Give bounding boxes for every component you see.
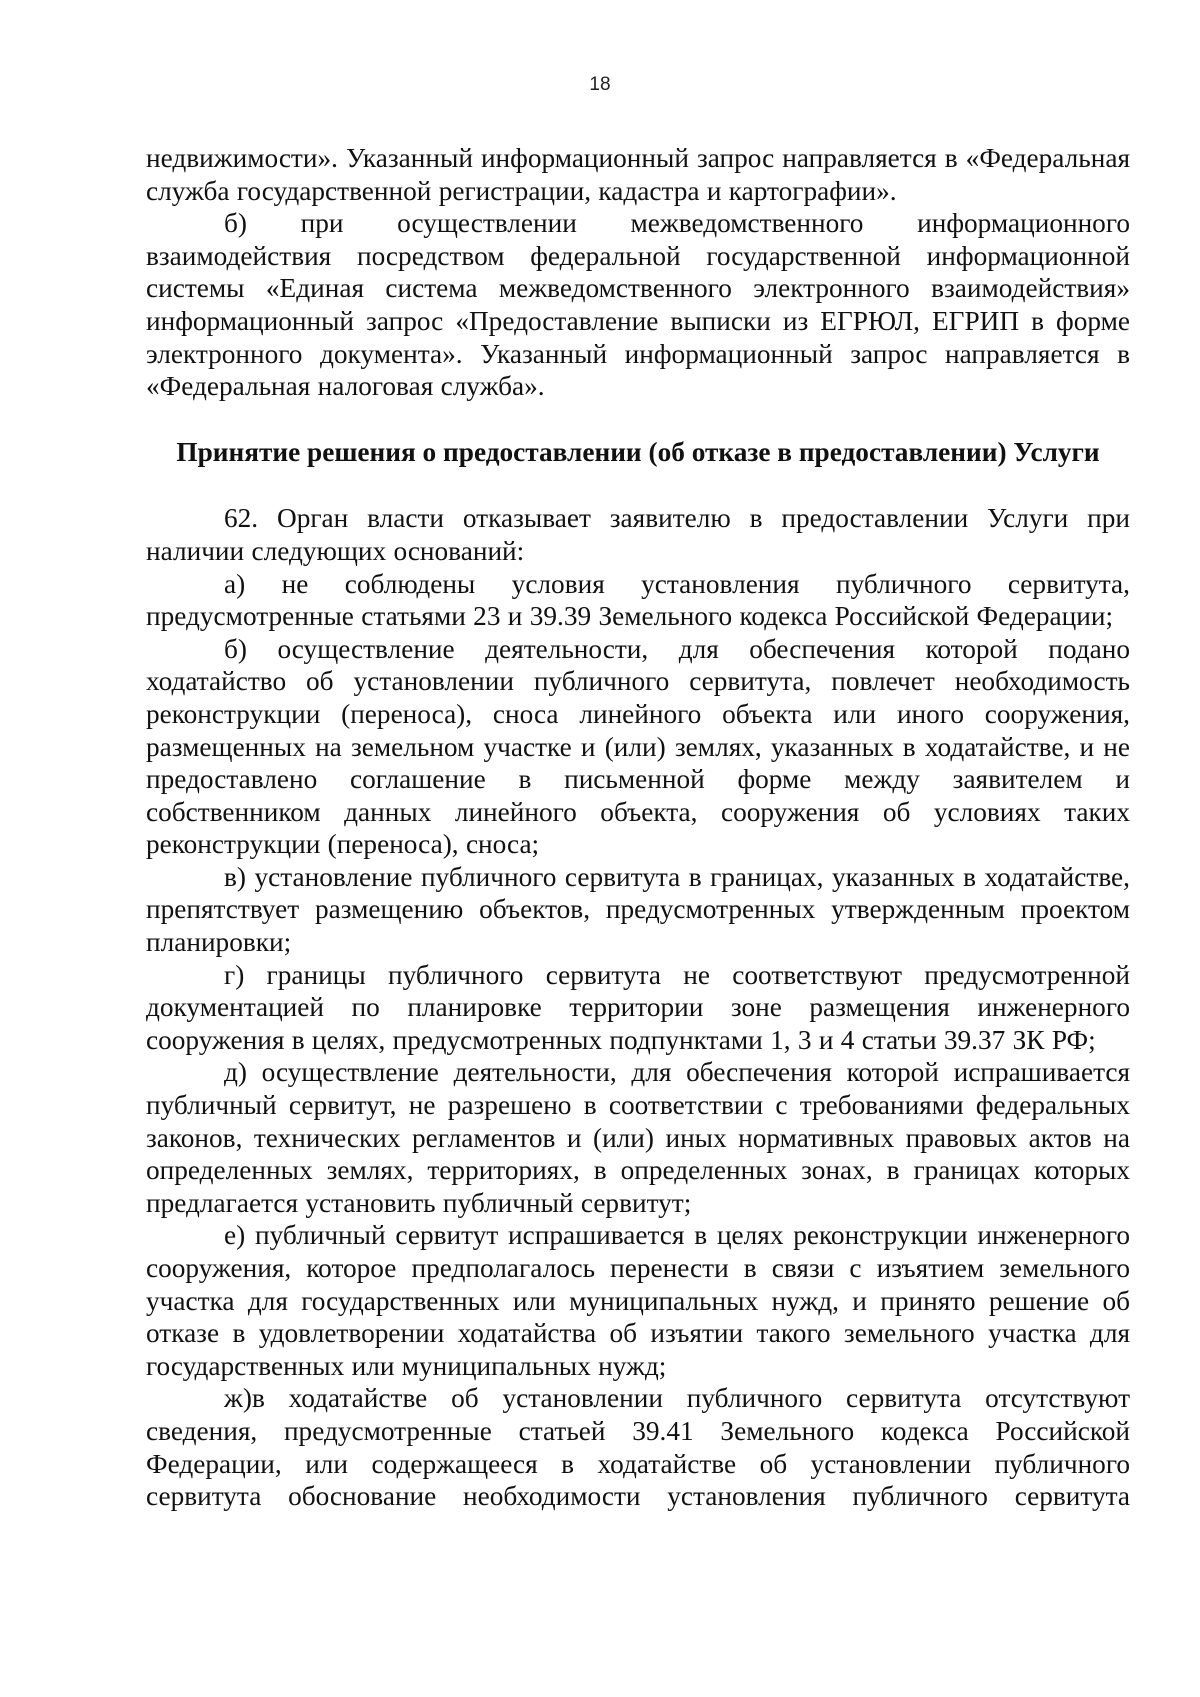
document-body	[146, 142, 1130, 1513]
paragraph-item-v: в) установление публичного сервитута в границах, указанных в ходатайстве, препятствует размещению объектов, предусмотренных утвержденным проектом планировки;	[146, 861, 1130, 958]
spacer	[146, 403, 1130, 436]
paragraph-item-e: е) публичный сервитут испрашивается в целях реконструкции инженерного сооружения, которое предполагалось перенести в связи с изъятием земельного участка для государственных или муниципальных нужд, и принято решение об отказе в удовлетворении ходатайства об изъятии такого земельного участка для государственных или муниципальных нужд;	[146, 1220, 1130, 1381]
paragraph-item-b-interaction: б) при осуществлении межведомственного информационного взаимодействия посредством федеральной государственной информационной системы «Единая система межведомственного электронного взаимодействия» информационный запрос «Предоставление выписки из ЕГРЮЛ, ЕГРИП в форме электронного документа». Указанный информационный запрос направляется в «Федеральная налоговая служба».	[146, 208, 1130, 402]
paragraph-continuation: недвижимости». Указанный информационный запрос направляется в «Федеральная служба государственной регистрации, кадастра и картографии».	[146, 143, 1130, 206]
paragraph-item-zh: ж)в ходатайстве об установлении публичного сервитута отсутствуют сведения, предусмотренные статьей 39.41 Земельного кодекса Российской Федерации, или содержащееся в ходатайстве об установлении публичного сервитута обоснование необходимости установления публичного сервитута	[146, 1383, 1130, 1512]
paragraph-clause-62: 62. Орган власти отказывает заявителю в предоставлении Услуги при наличии следующих оснований:	[146, 503, 1130, 566]
spacer	[146, 468, 1130, 502]
page-number: 18	[589, 74, 611, 95]
paragraph-item-d: д) осуществление деятельности, для обеспечения которой испрашивается публичный сервитут, не разрешено в соответствии с требованиями федеральных законов, технических регламентов и (или) иных нормативных правовых актов на определенных землях, территориях, в определенных зонах, в границах которых предлагается установить публичный сервитут;	[146, 1057, 1130, 1218]
paragraph-item-b: б) осуществление деятельности, для обеспечения которой подано ходатайство об установлении публичного сервитута, повлечет необходимость реконструкции (переноса), сноса линейного объекта или иного сооружения, размещенных на земельном участке и (или) землях, указанных в ходатайстве, и не предоставлено соглашение в письменной форме между заявителем и собственником данных линейного объекта, сооружения об условиях таких реконструкции (переноса), сноса;	[146, 633, 1130, 860]
section-heading: Принятие решения о предоставлении (об отказе в предоставлении) Услуги	[176, 436, 1100, 467]
paragraph-item-a: а) не соблюдены условия установления публичного сервитута, предусмотренные статьями 23 и 39.39 Земельного кодекса Российской Федерации;	[146, 568, 1130, 632]
paragraph-item-g: г) границы публичного сервитута не соответствуют предусмотренной документацией по планировке территории зоне размещения инженерного сооружения в целях, предусмотренных подпунктами 1, 3 и 4 статьи 39.37 ЗК РФ;	[146, 959, 1130, 1055]
